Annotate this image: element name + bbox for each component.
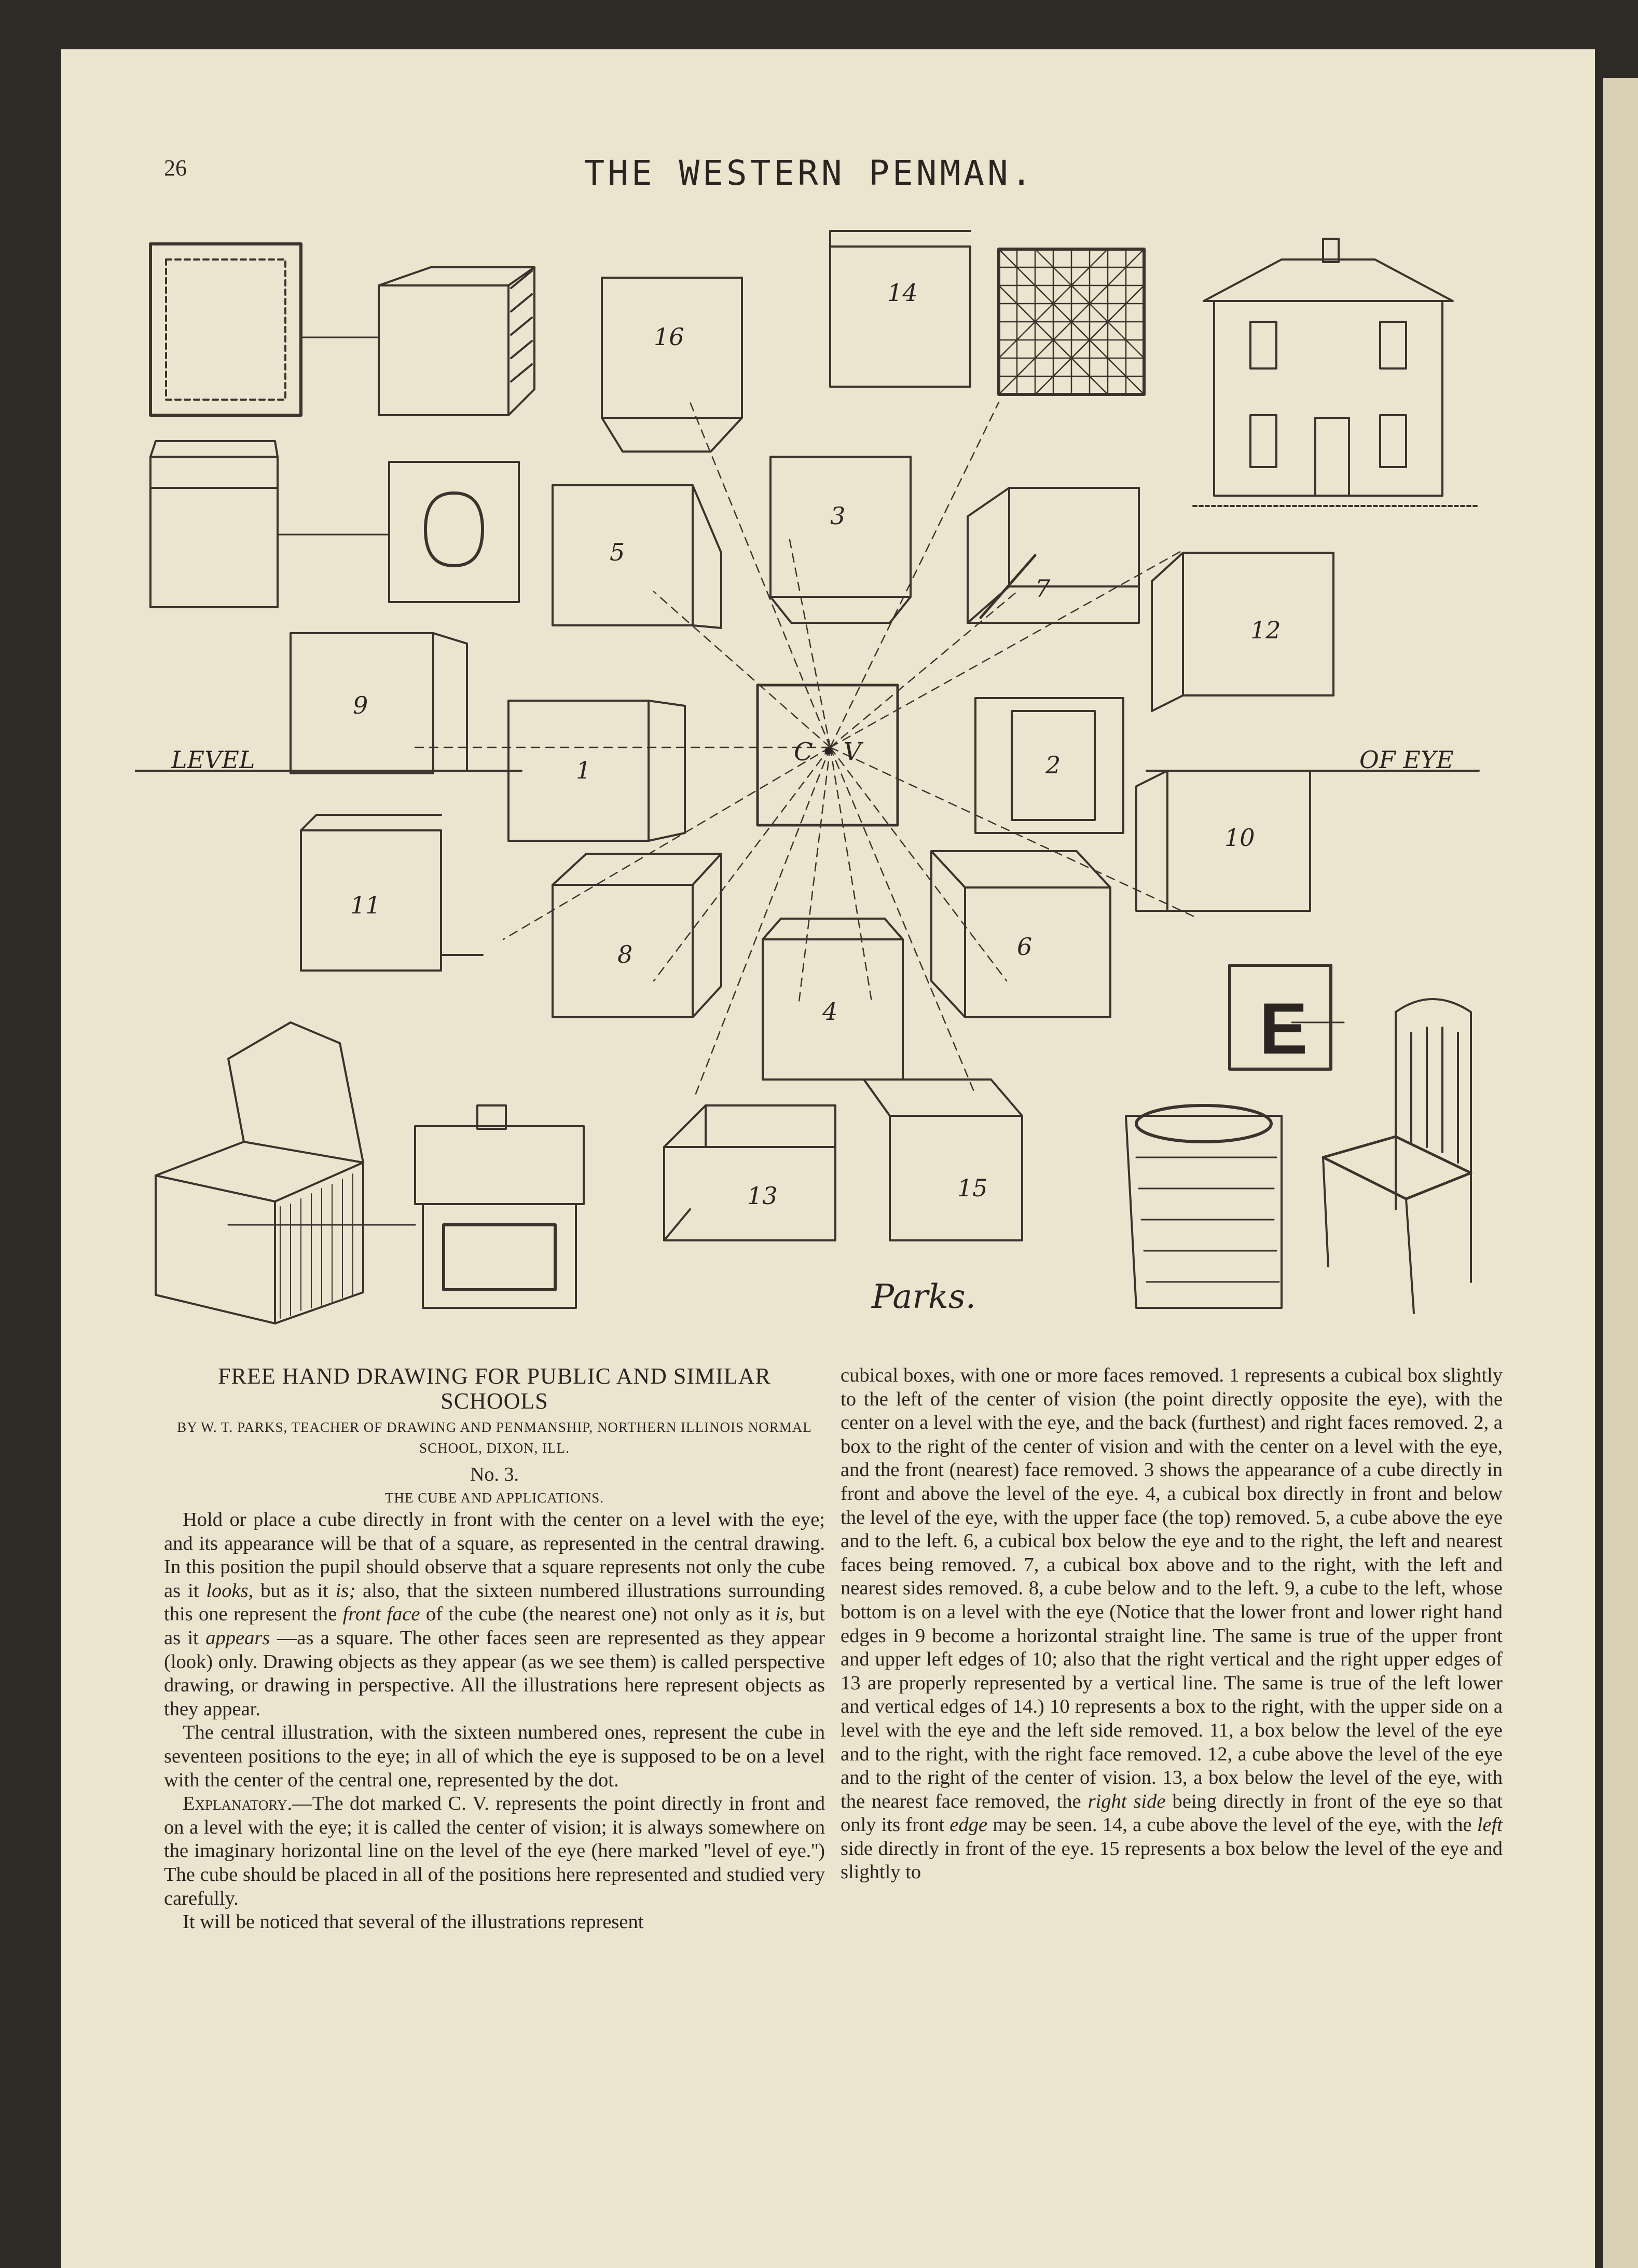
label-cube-3: 3 (830, 502, 846, 530)
cube-5 (553, 485, 721, 628)
mirror-frame-drawing (150, 244, 301, 415)
cube-13 (664, 1105, 835, 1240)
cube-8 (553, 854, 721, 1017)
lattice-pattern-drawing (999, 249, 1144, 394)
label-cube-4: 4 (822, 998, 838, 1026)
cube-1 (508, 701, 685, 841)
label-of-eye: OF EYE (1359, 746, 1454, 774)
article-byline: BY W. T. PARKS, TEACHER OF DRAWING AND PENMANSHIP, NORTHERN ILLINOIS NORMAL SCHOOL, DIXON, ILL. (177, 1419, 812, 1456)
label-cube-2: 2 (1045, 751, 1061, 779)
paragraph-3: Explanatory.—The dot marked C. V. represents the point directly in front and on a level with the eye; it is called the center of vision; it is always somewhere on the imaginary horizontal line on the level of the eye (here marked ''level of eye.'') The cube should be placed in all of the positions here represented and studied very carefully. (164, 1793, 825, 1909)
label-cube-15: 15 (957, 1174, 988, 1202)
cube-10 (1136, 771, 1310, 911)
trunk-drawing (150, 441, 278, 607)
label-cube-14: 14 (887, 279, 918, 307)
stove-drawing (415, 1105, 584, 1308)
artist-signature: Parks. (872, 1278, 976, 1316)
cube-14 (830, 231, 970, 387)
cube-12 (1152, 553, 1333, 711)
article-left-column (164, 1364, 825, 1934)
article-subtitle: THE CUBE AND APPLICATIONS. (384, 1490, 604, 1506)
chair-drawing (1323, 999, 1471, 1313)
page-number: 26 (164, 155, 187, 181)
wash-stand-drawing (1126, 1105, 1282, 1308)
label-cube-12: 12 (1250, 616, 1281, 644)
label-cube-16: 16 (654, 323, 684, 351)
label-cube-5: 5 (610, 538, 625, 566)
label-cube-1: 1 (576, 756, 591, 784)
cube-15 (864, 1080, 1022, 1240)
cube-9 (291, 633, 467, 773)
paragraph-2: The central illustration, with the sixteen numbered ones, represent the cube in seventeen positions to the eye; in all of which the eye is supposed to be on a level with the center of the central one, represented by the dot. (164, 1722, 825, 1791)
cube-3 (770, 457, 911, 623)
cube-16 (602, 278, 742, 452)
paragraph-1: Hold or place a cube directly in front with the center on a level with the eye; and its appearance will be that of a square, as represented in the central drawing. In this position the pupil should observe that a square represents not only the cube as it looks, but as it is; also, that the sixteen numbered illustrations surrounding this one represent the front face of the cube (the nearest one) not only as it is, but as it appears —as a square. The other faces seen are represented as they appear (look) only. Drawing objects as they appear (as we see them) is called perspective drawing, or drawing in perspective. All the illustrations here represent objects as they appear. (164, 1509, 825, 1720)
paragraph-continued: cubical boxes, with one or more faces removed. 1 represents a cubical box slightly to the left of the center of vision (the point directly opposite the eye), with the center on a level with the eye, and the back (furthest) and right faces removed. 2, a box to the right of the center of vision and with the center on a level with the eye, and the front (nearest) face removed. 3 shows the appearance of a cube directly in front and above the level of the eye. 4, a cubical box directly in front and below the level of the eye, with the upper face (the top) removed. 5, a cube above the eye and to the left. 6, a cubical box below the eye and to the right, the left and nearest faces being removed. 7, a cubical box above and to the right, with the left and nearest sides removed. 8, a cube below and to the left. 9, a cube to the left, whose bottom is on a level with the eye (Notice that the lower front and lower right hand edges in 9 become a horizontal straight line. The same is true of the upper front and upper left edges of 10; also that the right vertical and the right upper edges of 13 are properly represented by a vertical line. The same is true of the left lower and vertical edges of 14.) 10 represents a box to the right, with the upper side on a level with the eye and the left side removed. 11, a box below the level of the eye and to the right, with the right face removed. 12, a cube above the level of the eye and to the right of the center of vision. 13, a box below the level of the eye, with the nearest face removed, the right side being directly in front of the eye so that only its front edge may be seen. 14, a cube above the level of the eye, with the left side directly in front of the eye. 15 represents a box below the level of the eye and slightly to (841, 1364, 1503, 1883)
ornamental-tile-drawing (389, 462, 519, 602)
article-right-column (841, 1364, 1503, 1884)
label-cube-6: 6 (1017, 933, 1033, 961)
label-level: LEVEL (171, 746, 255, 774)
label-cube-11: 11 (350, 891, 381, 919)
article-number: No. 3. (470, 1464, 519, 1485)
label-cube-9: 9 (353, 691, 368, 719)
journal-title: THE WESTERN PENMAN. (584, 153, 1035, 193)
label-center-of-vision: C • V (794, 737, 862, 767)
open-box-drawing (156, 1022, 363, 1323)
cube-7 (968, 488, 1139, 623)
label-cube-10: 10 (1224, 824, 1255, 852)
article-title: FREE HAND DRAWING FOR PUBLIC AND SIMILAR SCHOOLS (218, 1363, 771, 1414)
cube-11 (301, 815, 483, 971)
perspective-drawing-plate (135, 223, 1505, 1344)
label-cube-13: 13 (747, 1182, 778, 1210)
label-cube-8: 8 (617, 940, 633, 968)
connector-lines (228, 337, 1344, 1225)
label-cube-7: 7 (1035, 575, 1051, 603)
paragraph-4: It will be noticed that several of the illustrations represent (183, 1911, 644, 1933)
next-page-edge (1603, 78, 1638, 2268)
letter-e: E (1259, 988, 1308, 1069)
house-drawing (1193, 239, 1479, 506)
shaded-cube-drawing (379, 267, 534, 415)
